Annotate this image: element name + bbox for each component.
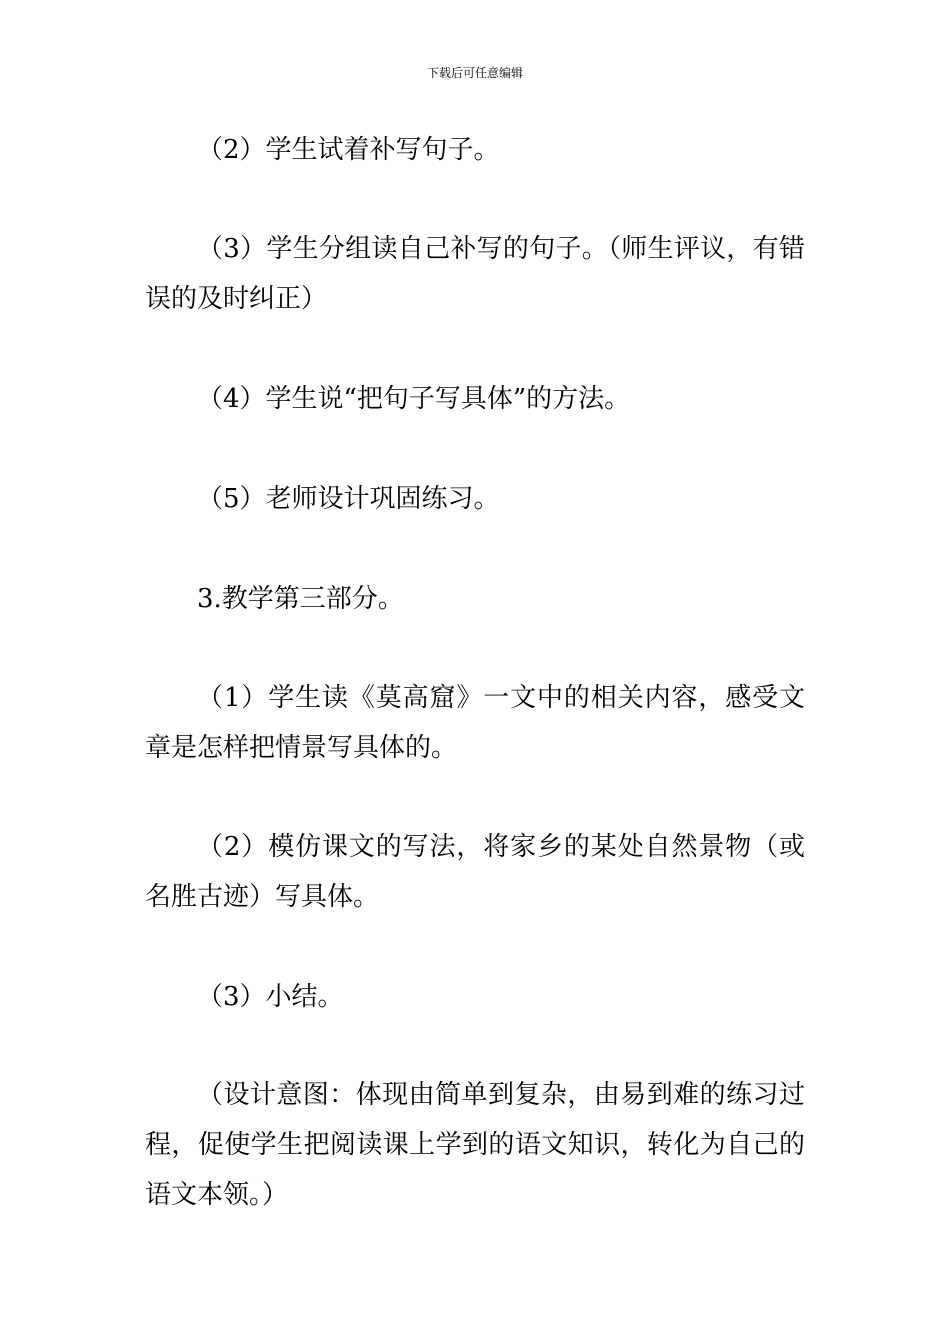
paragraph-step-4: （4）学生说“把句子写具体”的方法。	[197, 384, 631, 414]
paragraph-part3-step-3: （3）小结。	[197, 982, 344, 1012]
paragraph-part3-step-1: （1）学生读《莫高窟》一文中的相关内容，感受文章是怎样把情景写具体的。	[145, 683, 805, 763]
paragraph-design-intent: （设计意图：体现由简单到复杂，由易到难的练习过程，促使学生把阅读课上学到的语文知识，转化为自己的语文本领。）	[145, 1080, 805, 1210]
paragraph-part3-step-2: （2）模仿课文的写法，将家乡的某处自然景物（或名胜古迹）写具体。	[145, 832, 805, 912]
paragraph-step-5: （5）老师设计巩固练习。	[197, 484, 500, 514]
paragraph-step-3: （3）学生分组读自己补写的句子。（师生评议，有错误的及时纠正）	[145, 234, 805, 314]
page-header: 下载后可任意编辑	[426, 66, 523, 80]
paragraph-step-2: （2）学生试着补写句子。	[197, 135, 500, 165]
section-heading-part-3: 3.教学第三部分。	[197, 584, 404, 614]
